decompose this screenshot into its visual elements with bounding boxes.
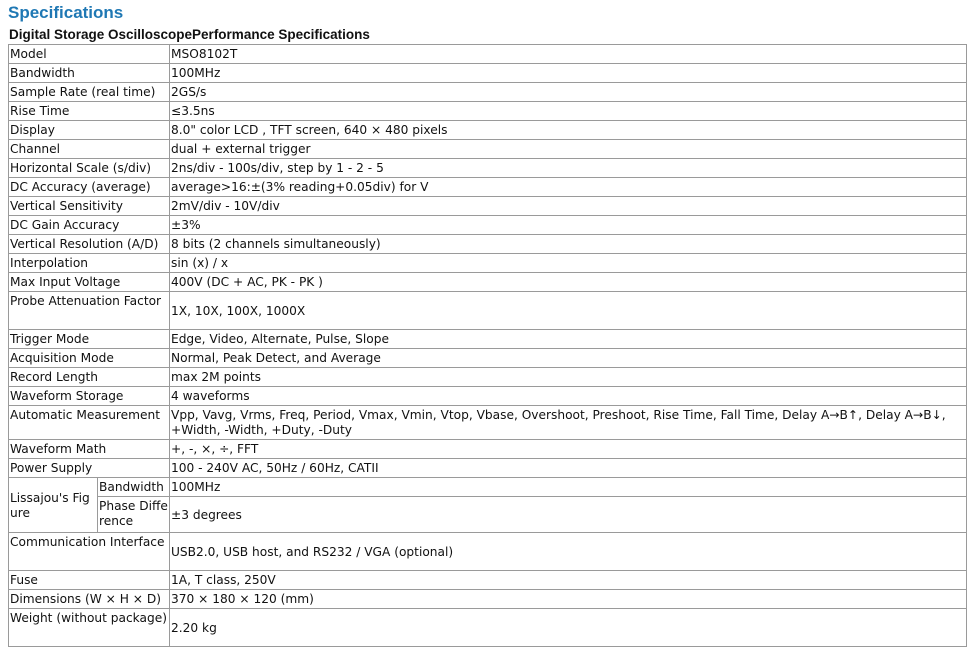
table-row [9, 64, 967, 83]
table-row [9, 197, 967, 216]
spec-value: 2ns/div - 100s/div, step by 1 - 2 - 5 [170, 159, 967, 178]
spec-sublabel: Phase Difference [98, 497, 170, 533]
table-row [9, 609, 967, 647]
spec-label: Interpolation [9, 254, 170, 273]
spec-value: 100 - 240V AC, 50Hz / 60Hz, CATII [170, 459, 967, 478]
spec-label: Max Input Voltage [9, 273, 170, 292]
spec-value: Vpp, Vavg, Vrms, Freq, Period, Vmax, Vmin, Vtop, Vbase, Overshoot, Preshoot, Rise Time, Fall Time, Delay A→B↑, Delay A→B↓, +Width, -Width, +Duty, -Duty [170, 406, 967, 440]
spec-label: Record Length [9, 368, 170, 387]
spec-label: Weight (without package) [9, 609, 170, 647]
spec-value: +, -, ×, ÷, FFT [170, 440, 967, 459]
table-row [9, 45, 967, 64]
spec-label: DC Gain Accuracy [9, 216, 170, 235]
spec-value: 2.20 kg [170, 609, 967, 647]
table-row [9, 590, 967, 609]
spec-label: Horizontal Scale (s/div) [9, 159, 170, 178]
table-row [9, 368, 967, 387]
spec-value: ±3% [170, 216, 967, 235]
spec-label: DC Accuracy (average) [9, 178, 170, 197]
spec-label: Waveform Math [9, 440, 170, 459]
spec-label: Trigger Mode [9, 330, 170, 349]
table-row [9, 387, 967, 406]
spec-value: 100MHz [170, 478, 967, 497]
spec-label: Probe Attenuation Factor [9, 292, 170, 330]
table-row [9, 330, 967, 349]
table-row [9, 254, 967, 273]
specifications-table [8, 44, 967, 647]
table-row [9, 102, 967, 121]
table-row [9, 459, 967, 478]
spec-value: 2mV/div - 10V/div [170, 197, 967, 216]
table-row [9, 406, 967, 440]
table-row [9, 235, 967, 254]
spec-label: Dimensions (W × H × D) [9, 590, 170, 609]
spec-value: ±3 degrees [170, 497, 967, 533]
spec-value: 1A, T class, 250V [170, 571, 967, 590]
table-row [9, 121, 967, 140]
table-row [9, 178, 967, 197]
spec-sublabel: Bandwidth [98, 478, 170, 497]
spec-label: Model [9, 45, 170, 64]
spec-value: 100MHz [170, 64, 967, 83]
spec-label: Channel [9, 140, 170, 159]
spec-value: 370 × 180 × 120 (mm) [170, 590, 967, 609]
page-title: Specifications [8, 3, 124, 22]
table-row [9, 216, 967, 235]
spec-label: Sample Rate (real time) [9, 83, 170, 102]
spec-label: Vertical Resolution (A/D) [9, 235, 170, 254]
table-row [9, 159, 967, 178]
spec-label: Display [9, 121, 170, 140]
table-row [9, 571, 967, 590]
spec-label: Power Supply [9, 459, 170, 478]
table-row [9, 349, 967, 368]
spec-label: Communication Interface [9, 533, 170, 571]
table-row [9, 273, 967, 292]
spec-value: 1X, 10X, 100X, 1000X [170, 292, 967, 330]
table-row [9, 533, 967, 571]
spec-label: Lissajou's Figure [9, 478, 98, 533]
table-caption: Digital Storage OscilloscopePerformance Specifications [9, 27, 370, 42]
spec-value: 8 bits (2 channels simultaneously) [170, 235, 967, 254]
table-row [9, 440, 967, 459]
spec-label: Automatic Measurement [9, 406, 170, 440]
spec-value: 400V (DC + AC, PK - PK ) [170, 273, 967, 292]
spec-label: Bandwidth [9, 64, 170, 83]
spec-value: Normal, Peak Detect, and Average [170, 349, 967, 368]
table-row [9, 497, 967, 533]
spec-value: MSO8102T [170, 45, 967, 64]
spec-value: 2GS/s [170, 83, 967, 102]
table-row [9, 140, 967, 159]
spec-value: ≤3.5ns [170, 102, 967, 121]
spec-value: 8.0" color LCD , TFT screen, 640 × 480 pixels [170, 121, 967, 140]
spec-value: USB2.0, USB host, and RS232 / VGA (optional) [170, 533, 967, 571]
spec-label: Waveform Storage [9, 387, 170, 406]
spec-value: average>16:±(3% reading+0.05div) for V [170, 178, 967, 197]
spec-value: 4 waveforms [170, 387, 967, 406]
spec-label: Vertical Sensitivity [9, 197, 170, 216]
spec-value: Edge, Video, Alternate, Pulse, Slope [170, 330, 967, 349]
spec-value: dual + external trigger [170, 140, 967, 159]
spec-value: max 2M points [170, 368, 967, 387]
spec-value: sin (x) / x [170, 254, 967, 273]
table-row [9, 83, 967, 102]
table-row [9, 478, 967, 497]
table-row [9, 292, 967, 330]
spec-label: Rise Time [9, 102, 170, 121]
spec-label: Acquisition Mode [9, 349, 170, 368]
spec-label: Fuse [9, 571, 170, 590]
